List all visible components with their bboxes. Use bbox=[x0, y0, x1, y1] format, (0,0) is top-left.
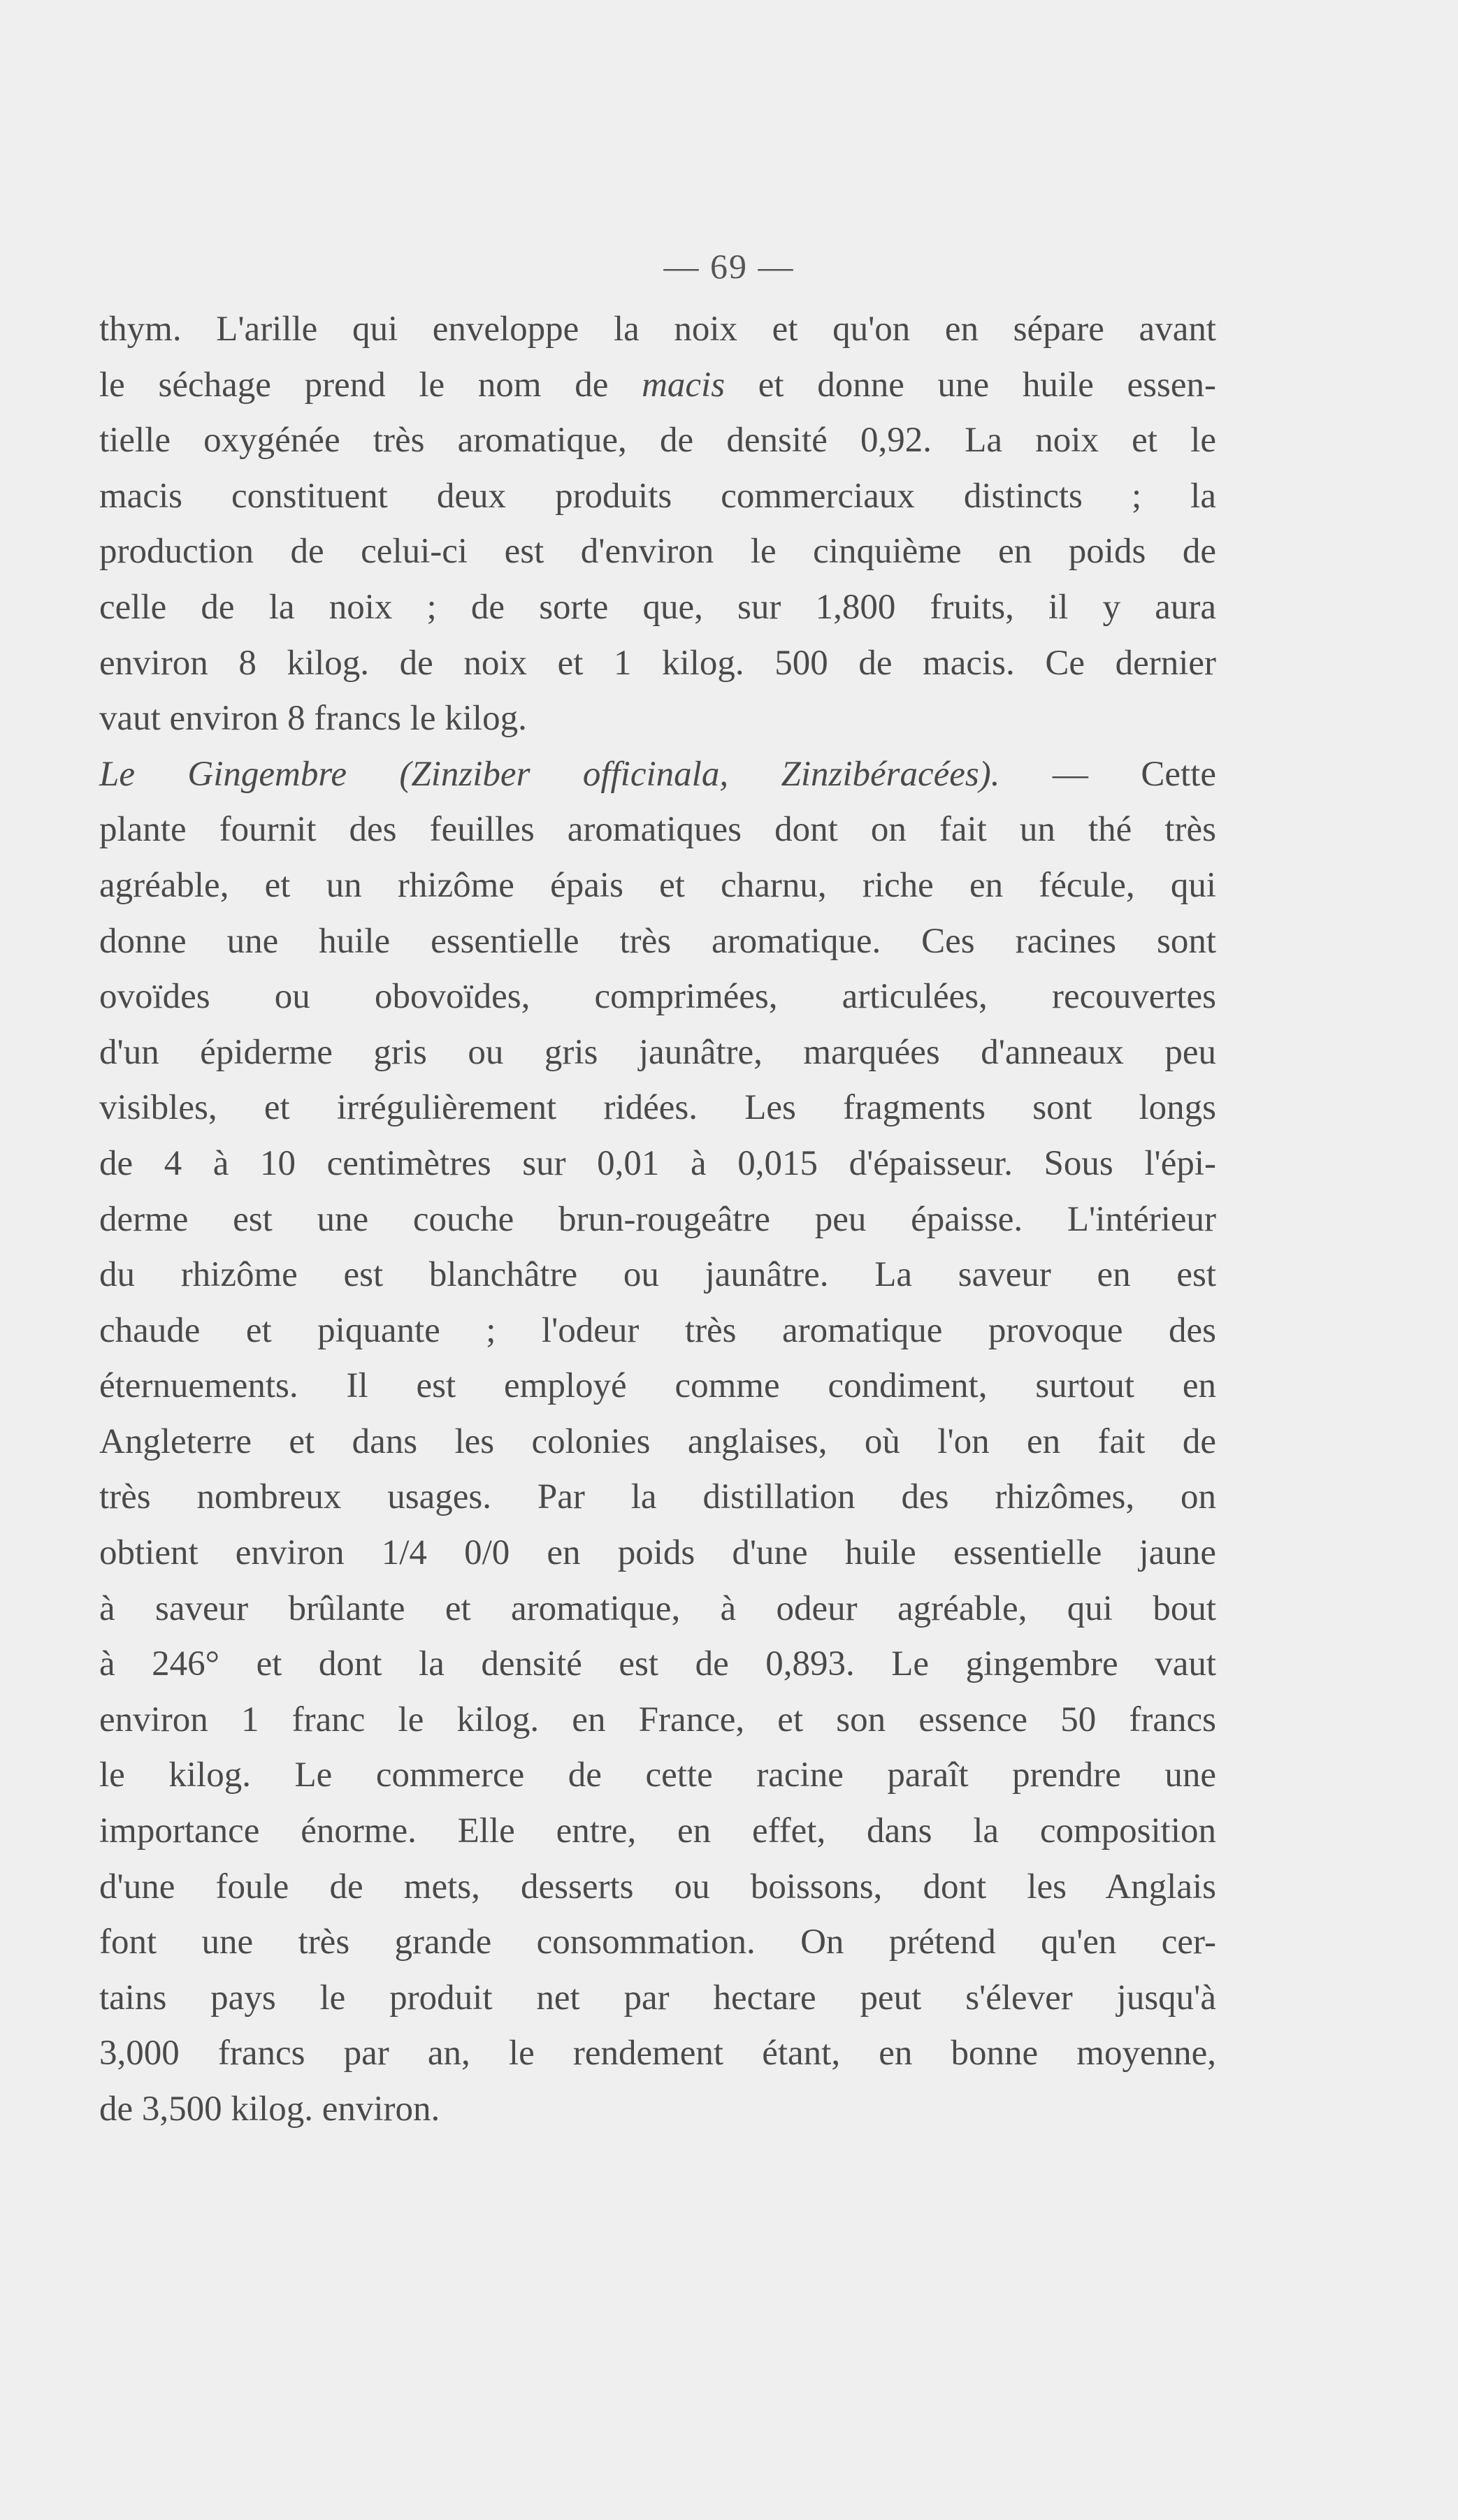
text-line: vaut environ 8 francs le kilog. bbox=[99, 699, 527, 739]
text-line: éternuements. Il est employé comme condiment, surtout en bbox=[99, 1366, 1216, 1406]
text-line: plante fournit des feuilles aromatiques dont on fait un thé très bbox=[99, 810, 1216, 850]
text-line: d'un épiderme gris ou gris jaunâtre, marquées d'anneaux peu bbox=[99, 1032, 1216, 1072]
text-line: de 4 à 10 centimètres sur 0,01 à 0,015 d'épaisseur. Sous l'épi- bbox=[99, 1143, 1216, 1183]
section-heading-line bbox=[99, 747, 1216, 803]
text-line: 3,000 francs par an, le rendement étant, en bonne moyenne, bbox=[99, 2034, 1216, 2073]
text-line: à 246° et dont la densité est de 0,893. Le gingembre vaut bbox=[99, 1644, 1216, 1684]
text-run: et donne une huile essen- bbox=[725, 365, 1216, 405]
text-line: macis constituent deux produits commerciaux distincts ; la bbox=[99, 476, 1216, 516]
text-line: derme est une couche brun-rougeâtre peu épaisse. L'intérieur bbox=[99, 1199, 1216, 1239]
text-line: chaude et piquante ; l'odeur très aromatique provoque des bbox=[99, 1310, 1216, 1350]
text-line: obtient environ 1/4 0/0 en poids d'une huile essentielle jaune bbox=[99, 1533, 1216, 1573]
section-heading-gingembre: Le Gingembre (Zinziber officinala, Zinzibéracées). bbox=[99, 754, 1000, 794]
text-line: environ 8 kilog. de noix et 1 kilog. 500 de macis. Ce dernier bbox=[99, 643, 1216, 683]
text-line: font une très grande consommation. On prétend qu'en cer- bbox=[99, 1922, 1216, 1962]
text-line: production de celui-ci est d'environ le cinquième en poids de bbox=[99, 532, 1216, 572]
text-line: d'une foule de mets, desserts ou boissons, dont les Anglais bbox=[99, 1867, 1216, 1906]
body-text bbox=[99, 302, 1216, 2138]
text-line: donne une huile essentielle très aromatique. Ces racines sont bbox=[99, 921, 1216, 961]
page-number: — 69 — bbox=[663, 247, 795, 286]
italic-term-macis: macis bbox=[642, 365, 726, 405]
text-line: le kilog. Le commerce de cette racine paraît prendre une bbox=[99, 1755, 1216, 1795]
text-line: thym. L'arille qui enveloppe la noix et qu'on en sépare avant bbox=[99, 310, 1216, 349]
text-line: environ 1 franc le kilog. en France, et son essence 50 francs bbox=[99, 1700, 1216, 1739]
text-line: à saveur brûlante et aromatique, à odeur agréable, qui bout bbox=[99, 1588, 1216, 1628]
text-line: celle de la noix ; de sorte que, sur 1,800 fruits, il y aura bbox=[99, 587, 1216, 627]
text-line: agréable, et un rhizôme épais et charnu, riche en fécule, qui bbox=[99, 865, 1216, 905]
text-line: tielle oxygénée très aromatique, de densité 0,92. La noix et le bbox=[99, 421, 1216, 461]
text-line: du rhizôme est blanchâtre ou jaunâtre. La saveur en est bbox=[99, 1255, 1216, 1295]
text-line: importance énorme. Elle entre, en effet, dans la composition bbox=[99, 1811, 1216, 1851]
text-run: le séchage prend le nom de bbox=[99, 365, 642, 405]
text-line: très nombreux usages. Par la distillation des rhizômes, on bbox=[99, 1477, 1216, 1517]
text-line: ovoïdes ou obovoïdes, comprimées, articulées, recouvertes bbox=[99, 977, 1216, 1017]
text-line: tains pays le produit net par hectare peut s'élever jusqu'à bbox=[99, 1978, 1216, 2018]
text-line: visibles, et irrégulièrement ridées. Les fragments sont longs bbox=[99, 1088, 1216, 1128]
text-line: de 3,500 kilog. environ. bbox=[99, 2090, 440, 2129]
text-line: Angleterre et dans les colonies anglaises, où l'on en fait de bbox=[99, 1421, 1216, 1461]
text-run: — Cette bbox=[999, 754, 1216, 794]
text-line-with-italic bbox=[99, 358, 1216, 414]
